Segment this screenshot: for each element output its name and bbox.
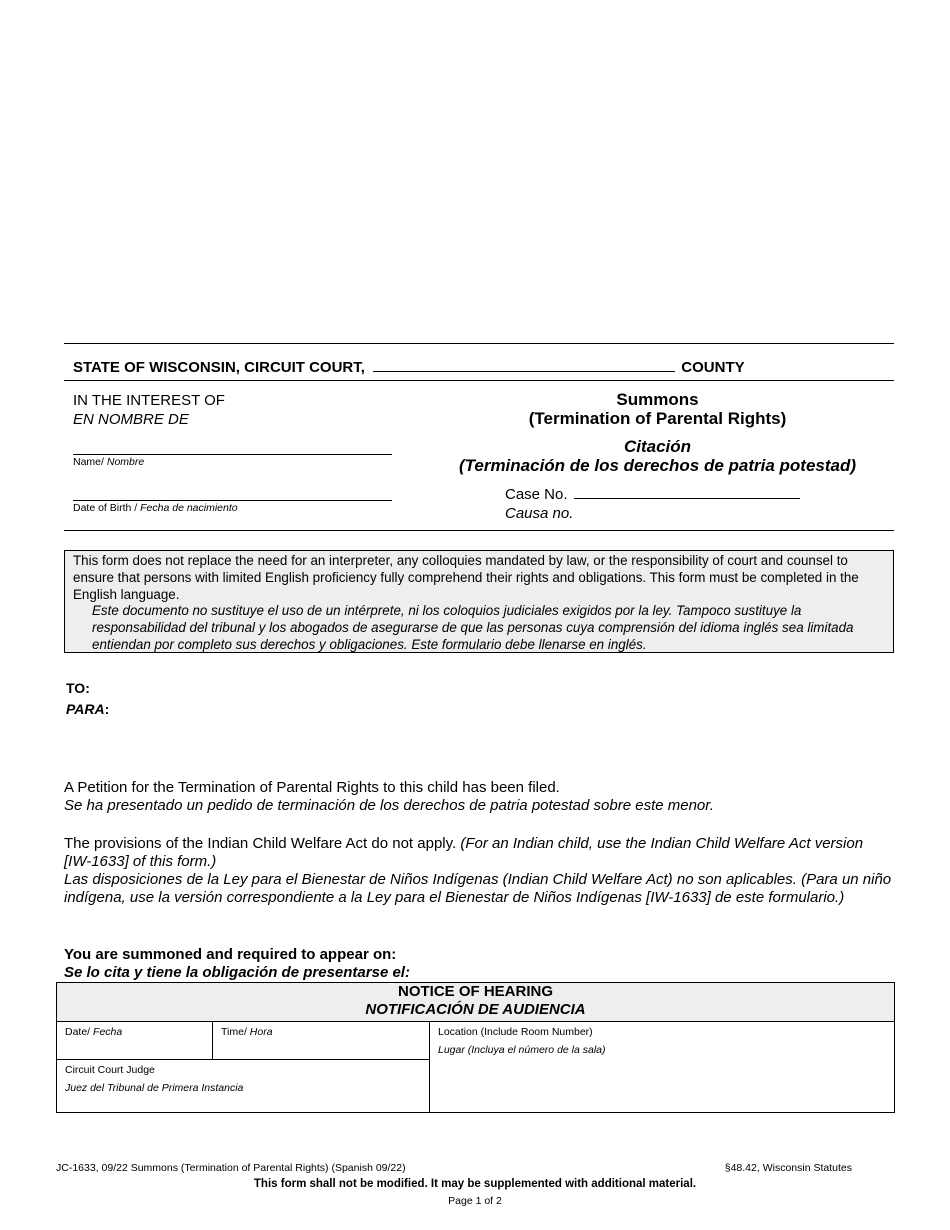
summoned-block xyxy=(64,946,410,982)
hearing-title-es: NOTIFICACIÓN DE AUDIENCIA xyxy=(365,1001,586,1018)
location-cell[interactable] xyxy=(430,1022,895,1113)
date-cell[interactable] xyxy=(57,1022,213,1060)
icwa-text-en: The provisions of the Indian Child Welfare Act do not apply xyxy=(64,835,453,852)
dob-label-en: Date of Birth / xyxy=(73,502,138,514)
notice-of-hearing-table xyxy=(56,982,895,1113)
county-label: COUNTY xyxy=(681,359,745,376)
icwa-text-es: Las disposiciones de la Ley para el Bienestar de Niños Indígenas (Indian Child Welfare Act) no son aplicables. (Para un niño indígena, use la versión correspondiente a la Ley para el Bienestar de Niños Indígenas [IW-1633] de este formulario.) xyxy=(64,871,892,906)
hearing-header xyxy=(57,983,895,1022)
statute-reference: §48.42, Wisconsin Statutes xyxy=(724,1162,852,1174)
notice-text-en: This form does not replace the need for an interpreter, any colloquies mandated by law, or the responsibility of court and counsel to ensure that persons with limited English proficiency fully comprehend their rights and obligations. This form must be completed in the English language. xyxy=(73,553,859,602)
name-label xyxy=(73,456,144,468)
summoned-text-en: You are summoned and required to appear on: xyxy=(64,946,397,963)
form-id: JC-1633, 09/22 Summons (Termination of Parental Rights) (Spanish 09/22) xyxy=(56,1162,406,1174)
location-label-en: Location (Include Room Number) xyxy=(438,1026,593,1038)
para-colon: : xyxy=(104,701,110,717)
page-number: Page 1 of 2 xyxy=(448,1195,502,1207)
interest-label-en: IN THE INTEREST OF xyxy=(73,392,225,409)
icwa-period: . xyxy=(452,835,457,852)
icwa-statement xyxy=(64,835,894,907)
location-label-es: Lugar (Incluya el número de la sala) xyxy=(438,1044,606,1056)
date-label-en: Date/ xyxy=(65,1026,91,1038)
notice-text-es: Este documento no sustituye el uso de un intérprete, ni los coloquios judiciales exigidos por la ley. Tampoco sustituye la responsabilidad del tribunal y los abogados de asegurarse de que las personas cuya comprensión del idioma inglés sea limitada entiendan por completo sus derechos y obligaciones. Este formulario debe llenarse en inglés. xyxy=(92,603,854,652)
judge-cell[interactable] xyxy=(57,1060,430,1113)
interest-block xyxy=(73,391,225,429)
top-rule xyxy=(64,343,894,344)
header-rule xyxy=(64,380,894,381)
date-of-birth-field[interactable] xyxy=(73,500,392,501)
time-cell[interactable] xyxy=(213,1022,430,1060)
petition-text-en: A Petition for the Termination of Parental Rights to this child has been filed. xyxy=(64,779,560,796)
title-subtitle-en: (Termination of Parental Rights) xyxy=(528,409,787,428)
dob-label-es: Fecha de nacimiento xyxy=(140,502,238,514)
hearing-title-en: NOTICE OF HEARING xyxy=(397,983,553,1000)
caption-bottom-rule xyxy=(64,530,894,531)
form-title-en xyxy=(420,390,895,428)
time-label-es: Hora xyxy=(249,1026,273,1038)
judge-label-en: Circuit Court Judge xyxy=(65,1064,155,1076)
name-label-en: Name/ xyxy=(73,456,104,468)
dob-label xyxy=(73,502,238,514)
state-court-label: STATE OF WISCONSIN, CIRCUIT COURT, xyxy=(73,359,365,376)
court-header xyxy=(73,357,745,376)
to-label: TO: xyxy=(66,680,90,696)
title-subtitle-es: (Terminación de los derechos de patria potestad) xyxy=(458,456,857,475)
recipient-block xyxy=(66,678,109,720)
para-label: PARA xyxy=(66,701,105,717)
petition-statement xyxy=(64,779,894,815)
name-label-es: Nombre xyxy=(106,456,145,468)
case-number-block xyxy=(505,485,800,523)
name-field[interactable] xyxy=(73,454,392,455)
title-citacion: Citación xyxy=(623,437,692,456)
interest-label-es: EN NOMBRE DE xyxy=(73,411,189,428)
title-summons: Summons xyxy=(616,390,699,409)
case-no-label-es: Causa no. xyxy=(505,505,574,522)
form-title-es xyxy=(420,437,895,475)
judge-label-es: Juez del Tribunal de Primera Instancia xyxy=(65,1082,244,1094)
summoned-text-es: Se lo cita y tiene la obligación de presentarse el: xyxy=(64,964,410,981)
date-label-es: Fecha xyxy=(93,1026,123,1038)
interpreter-notice xyxy=(64,550,894,653)
case-no-label: Case No. xyxy=(505,486,568,503)
modification-warning: This form shall not be modified. It may be supplemented with additional material. xyxy=(253,1178,697,1190)
county-field[interactable] xyxy=(373,357,675,372)
time-label-en: Time/ xyxy=(221,1026,247,1038)
petition-text-es: Se ha presentado un pedido de terminación de los derechos de patria potestad sobre este menor. xyxy=(64,797,714,814)
icwa-note-en: (For an Indian child, use the Indian Child Welfare Act version [IW-1633] of this form.) xyxy=(64,835,864,870)
case-number-field[interactable] xyxy=(574,486,800,499)
